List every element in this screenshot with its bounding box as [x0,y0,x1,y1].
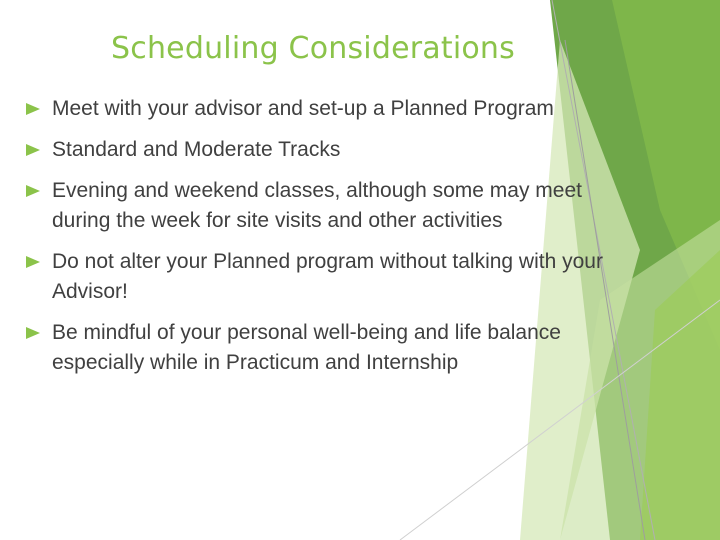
triangle-bullet-icon [26,327,40,339]
bullet-text: Standard and Moderate Tracks [52,138,341,161]
triangle-bullet-icon [26,103,40,115]
bullet-text: Evening and weekend classes, although some may meet during the week for site visits and other activities [52,179,582,232]
bullet-item [22,94,608,124]
bullet-item [22,247,608,307]
bullet-list [22,94,608,389]
triangle-bullet-icon [26,144,40,156]
bullet-text: Do not alter your Planned program without talking with your Advisor! [52,250,603,303]
bullet-text: Be mindful of your personal well-being and life balance especially while in Practicum and Internship [52,321,561,374]
bullet-item [22,318,608,378]
bullet-text: Meet with your advisor and set-up a Planned Program [52,97,554,120]
bullet-item [22,135,608,165]
bullet-item [22,176,608,236]
slide-title: Scheduling Considerations [111,31,515,66]
triangle-bullet-icon [26,185,40,197]
triangle-bullet-icon [26,256,40,268]
